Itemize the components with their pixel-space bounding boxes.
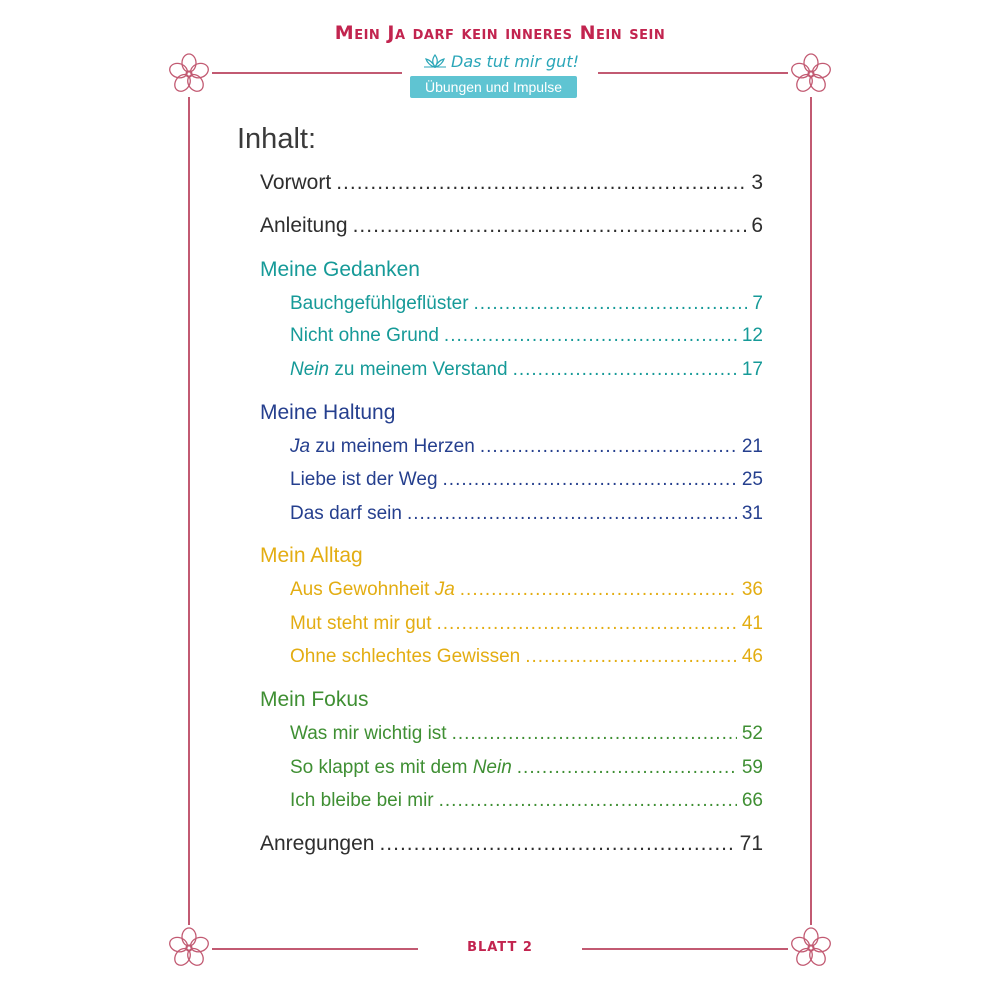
toc-entry-title: Bauchgefühlgeflüster [290, 293, 469, 314]
toc-section-title: Mein Fokus [260, 688, 369, 711]
book-subtitle [0, 52, 1000, 71]
toc-entry-page: 6 [751, 214, 763, 237]
toc-entry-page: 41 [741, 613, 763, 634]
subtitle-text: Das tut mir gut! [451, 52, 579, 71]
toc-entry [260, 214, 763, 238]
lotus-icon [421, 53, 449, 69]
toc-entry [290, 293, 763, 315]
toc-entry-title: Nein zu meinem Verstand [290, 359, 508, 380]
toc-entry [290, 469, 763, 491]
toc-entry-page: 3 [751, 171, 763, 194]
toc-entry-page: 17 [741, 359, 763, 380]
subtitle-badge: Übungen und Impulse [410, 76, 577, 98]
toc-entry-title: Mut steht mir gut [290, 613, 432, 634]
toc-entry [290, 359, 763, 381]
toc-entry-page: 25 [741, 469, 763, 490]
toc-entry [290, 503, 763, 525]
toc-entry-title: Anleitung [260, 214, 348, 237]
toc-heading: Inhalt: [237, 123, 316, 155]
frame-bottom-left [212, 948, 418, 950]
toc-entry-page: 66 [741, 790, 763, 811]
toc-entry-title: Ohne schlechtes Gewissen [290, 646, 521, 667]
toc-entry-title: Anregungen [260, 832, 375, 855]
flower-icon [789, 926, 833, 970]
toc-entry [290, 579, 763, 601]
toc-entry [290, 723, 763, 745]
frame-top-right [598, 72, 788, 74]
toc-entry [290, 757, 763, 779]
toc-entry-title: Vorwort [260, 171, 332, 194]
frame-right [810, 97, 812, 925]
toc-entry-title: Das darf sein [290, 503, 402, 524]
toc-entry-page: 31 [741, 503, 763, 524]
toc-entry-page: 46 [741, 646, 763, 667]
frame-top-left [212, 72, 402, 74]
frame-left [188, 97, 190, 925]
toc-entry [290, 790, 763, 812]
toc-entry-title: So klappt es mit dem Nein [290, 757, 512, 778]
toc-entry [290, 613, 763, 635]
frame-bottom-right [582, 948, 788, 950]
toc-entry-page: 12 [741, 325, 763, 346]
flower-icon [167, 52, 211, 96]
toc-entry-page: 21 [741, 436, 763, 457]
toc-entry-page: 52 [741, 723, 763, 744]
toc-entry-title: Was mir wichtig ist [290, 723, 447, 744]
page-label: BLATT 2 [467, 940, 533, 955]
toc-entry-title: Ich bleibe bei mir [290, 790, 434, 811]
toc-section-title: Mein Alltag [260, 544, 363, 567]
book-title: Mein Ja darf kein inneres Nein sein [334, 22, 666, 44]
toc-entry-page: 71 [739, 832, 763, 855]
toc-entry [260, 171, 763, 195]
toc-section-title: Meine Gedanken [260, 258, 420, 281]
toc-entry [290, 436, 763, 458]
toc-entry-page: 59 [741, 757, 763, 778]
toc-section-title: Meine Haltung [260, 401, 396, 424]
toc-entry-title: Ja zu meinem Herzen [290, 436, 475, 457]
flower-icon [789, 52, 833, 96]
toc-entry-page: 7 [752, 293, 763, 314]
toc-entry-page: 36 [741, 579, 763, 600]
toc-entry [290, 325, 763, 347]
toc-entry-title: Aus Gewohnheit Ja [290, 579, 455, 600]
toc-entry [260, 832, 763, 856]
flower-icon [167, 926, 211, 970]
toc-entry [290, 646, 763, 668]
toc-entry-title: Nicht ohne Grund [290, 325, 439, 346]
toc-entry-title: Liebe ist der Weg [290, 469, 438, 490]
